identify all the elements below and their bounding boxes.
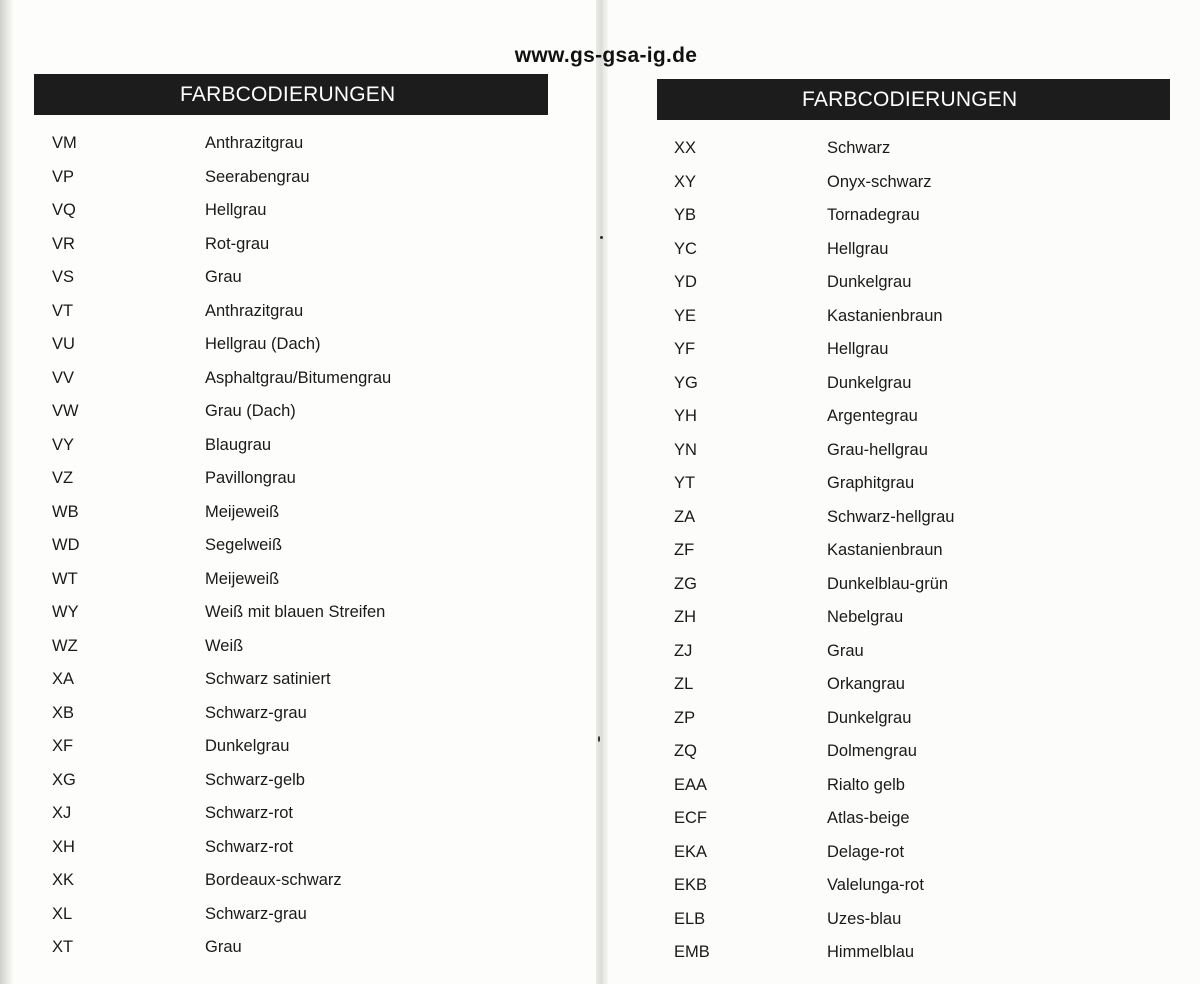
left-color-code-list bbox=[52, 127, 572, 965]
color-name: Grau bbox=[205, 938, 242, 956]
color-name: Dunkelgrau bbox=[827, 708, 912, 727]
color-code-row bbox=[52, 697, 572, 731]
color-code: XX bbox=[674, 139, 697, 157]
color-code-row bbox=[52, 663, 572, 697]
color-code: VZ bbox=[52, 469, 74, 487]
color-code: ELB bbox=[674, 909, 706, 928]
color-code: ZH bbox=[674, 608, 696, 626]
color-name: Grau bbox=[205, 268, 242, 286]
color-name: Hellgrau (Dach) bbox=[205, 335, 321, 353]
color-name: Kastanienbraun bbox=[827, 306, 943, 325]
color-code: YN bbox=[674, 440, 697, 459]
color-code: YH bbox=[674, 407, 697, 425]
color-name: Uzes-blau bbox=[827, 909, 902, 928]
color-code-row bbox=[52, 563, 572, 597]
color-name: Schwarz-rot bbox=[205, 837, 294, 856]
color-code: ZG bbox=[674, 574, 697, 593]
color-code-row bbox=[674, 300, 1174, 334]
right-color-code-list bbox=[674, 132, 1174, 970]
color-name: Grau bbox=[827, 641, 864, 660]
color-code-row bbox=[674, 333, 1174, 367]
color-code: ZA bbox=[674, 507, 696, 526]
color-code: XY bbox=[674, 172, 697, 191]
left-section-title: FARBCODIERUNGEN bbox=[180, 83, 396, 106]
color-code: VW bbox=[52, 402, 79, 420]
color-name: Grau (Dach) bbox=[205, 402, 296, 420]
color-code-row bbox=[52, 127, 572, 161]
color-code-row bbox=[52, 161, 572, 195]
color-code-row bbox=[674, 668, 1174, 702]
color-code: ZJ bbox=[674, 641, 693, 660]
color-name: Dunkelblau-grün bbox=[827, 574, 949, 593]
color-code-row bbox=[52, 228, 572, 262]
color-code-row bbox=[52, 261, 572, 295]
color-name: Meijeweiß bbox=[205, 502, 280, 521]
color-name: Atlas-beige bbox=[827, 809, 910, 827]
color-name: Schwarz satiniert bbox=[205, 670, 331, 688]
color-code-row bbox=[52, 831, 572, 865]
color-code-row bbox=[674, 601, 1174, 635]
color-code-row bbox=[674, 367, 1174, 401]
color-name: Rialto gelb bbox=[827, 775, 905, 794]
color-code: XF bbox=[52, 737, 74, 755]
color-code-row bbox=[52, 898, 572, 932]
color-name: Dunkelgrau bbox=[827, 373, 912, 392]
color-name: Schwarz-grau bbox=[205, 904, 307, 923]
color-code: WZ bbox=[52, 636, 78, 655]
color-code: VS bbox=[52, 268, 75, 286]
color-code: YT bbox=[674, 474, 696, 492]
color-code: ZF bbox=[674, 541, 695, 559]
color-code-row bbox=[52, 630, 572, 664]
color-name: Schwarz-gelb bbox=[205, 770, 305, 789]
color-code-row bbox=[52, 462, 572, 496]
color-name: Pavillongrau bbox=[205, 469, 296, 487]
color-name: Weiß mit blauen Streifen bbox=[205, 603, 386, 621]
color-code-row bbox=[52, 194, 572, 228]
color-code: VY bbox=[52, 435, 75, 454]
color-name: Schwarz-grau bbox=[205, 703, 307, 722]
color-name: Kastanienbraun bbox=[827, 541, 943, 559]
color-name: Onyx-schwarz bbox=[827, 172, 932, 191]
color-code: YG bbox=[674, 373, 698, 392]
page-edge-shadow bbox=[0, 0, 14, 984]
color-name: Graphitgrau bbox=[827, 474, 915, 492]
color-code: VV bbox=[52, 368, 75, 387]
left-section-header bbox=[34, 74, 548, 115]
color-code: WT bbox=[52, 569, 78, 588]
color-name: Rot-grau bbox=[205, 234, 270, 253]
color-name: Hellgrau bbox=[205, 201, 267, 219]
color-code-row bbox=[674, 400, 1174, 434]
color-name: Schwarz-rot bbox=[205, 804, 294, 822]
color-code-row bbox=[674, 802, 1174, 836]
color-code-row bbox=[52, 596, 572, 630]
color-code: YD bbox=[674, 273, 697, 291]
color-name: Nebelgrau bbox=[827, 608, 904, 626]
color-code: VU bbox=[52, 335, 75, 353]
color-code: VR bbox=[52, 234, 75, 253]
color-name: Asphaltgrau/Bitumengrau bbox=[205, 368, 392, 387]
page-fold bbox=[596, 0, 608, 984]
color-code: XA bbox=[52, 670, 75, 688]
color-code-row bbox=[674, 635, 1174, 669]
color-code: YC bbox=[674, 239, 697, 258]
color-name: Valelunga-rot bbox=[827, 876, 924, 894]
color-code: YE bbox=[674, 306, 697, 325]
color-code-row bbox=[674, 836, 1174, 870]
color-name: Dunkelgrau bbox=[205, 737, 290, 755]
color-code-row bbox=[674, 735, 1174, 769]
color-code: VM bbox=[52, 134, 77, 152]
color-name: Anthrazitgrau bbox=[205, 301, 304, 320]
color-code: WD bbox=[52, 536, 80, 554]
color-name: Dunkelgrau bbox=[827, 273, 912, 291]
color-code-row bbox=[674, 166, 1174, 200]
color-code: WB bbox=[52, 502, 79, 521]
right-section-title: FARBCODIERUNGEN bbox=[802, 88, 1018, 111]
color-code-row bbox=[52, 362, 572, 396]
color-code-row bbox=[674, 903, 1174, 937]
color-code-row bbox=[674, 434, 1174, 468]
color-code: VT bbox=[52, 301, 74, 320]
color-code-row bbox=[52, 764, 572, 798]
color-code: EMB bbox=[674, 943, 710, 961]
color-code-row bbox=[674, 132, 1174, 166]
color-code: VP bbox=[52, 167, 75, 186]
color-code-row bbox=[52, 295, 572, 329]
site-url: www.gs-gsa-ig.de bbox=[514, 44, 698, 67]
color-code: YB bbox=[674, 206, 697, 224]
color-code-row bbox=[52, 797, 572, 831]
color-code: ZQ bbox=[674, 742, 697, 760]
color-code-row bbox=[52, 931, 572, 965]
color-code-row bbox=[674, 199, 1174, 233]
color-name: Argentegrau bbox=[827, 407, 918, 425]
color-name: Delage-rot bbox=[827, 842, 905, 861]
color-name: Hellgrau bbox=[827, 340, 889, 358]
color-name: Meijeweiß bbox=[205, 569, 280, 588]
color-code: XL bbox=[52, 904, 73, 923]
color-code-row bbox=[674, 266, 1174, 300]
color-code: XJ bbox=[52, 804, 72, 822]
color-code: ECF bbox=[674, 809, 707, 827]
color-code-row bbox=[674, 501, 1174, 535]
color-code-row bbox=[674, 702, 1174, 736]
color-code-row bbox=[674, 467, 1174, 501]
color-name: Bordeaux-schwarz bbox=[205, 871, 342, 889]
color-code: XH bbox=[52, 837, 75, 856]
color-name: Anthrazitgrau bbox=[205, 134, 304, 152]
color-code: VQ bbox=[52, 201, 76, 219]
color-name: Dolmengrau bbox=[827, 742, 917, 760]
color-name: Grau-hellgrau bbox=[827, 440, 928, 459]
color-code-row bbox=[52, 496, 572, 530]
color-code: WY bbox=[52, 603, 79, 621]
color-name: Seerabengrau bbox=[205, 167, 310, 186]
color-code-row bbox=[52, 529, 572, 563]
color-name: Blaugrau bbox=[205, 435, 272, 454]
color-code-row bbox=[52, 395, 572, 429]
color-code: YF bbox=[674, 340, 696, 358]
color-name: Himmelblau bbox=[827, 943, 915, 961]
color-name: Tornadegrau bbox=[827, 206, 920, 224]
color-name: Schwarz-hellgrau bbox=[827, 507, 955, 526]
color-name: Schwarz bbox=[827, 139, 891, 157]
right-section-header bbox=[657, 79, 1170, 120]
color-name: Weiß bbox=[205, 636, 244, 655]
color-name: Segelweiß bbox=[205, 536, 283, 554]
color-code: ZP bbox=[674, 708, 696, 727]
color-code-row bbox=[52, 864, 572, 898]
scan-speck bbox=[600, 236, 603, 239]
color-code-row bbox=[52, 429, 572, 463]
color-code-row bbox=[674, 534, 1174, 568]
color-code-row bbox=[674, 233, 1174, 267]
color-code: EKB bbox=[674, 876, 708, 894]
color-code: XK bbox=[52, 871, 75, 889]
color-name: Orkangrau bbox=[827, 675, 905, 693]
color-code: XT bbox=[52, 938, 74, 956]
color-code: EAA bbox=[674, 775, 708, 794]
color-code: XB bbox=[52, 703, 75, 722]
color-code: EKA bbox=[674, 842, 708, 861]
color-code-row bbox=[52, 730, 572, 764]
color-code-row bbox=[674, 769, 1174, 803]
scan-speck bbox=[598, 736, 600, 742]
color-code: ZL bbox=[674, 675, 694, 693]
color-code-row bbox=[674, 869, 1174, 903]
color-code-row bbox=[52, 328, 572, 362]
color-code-row bbox=[674, 568, 1174, 602]
color-code: XG bbox=[52, 770, 76, 789]
color-name: Hellgrau bbox=[827, 239, 889, 258]
color-code-row bbox=[674, 936, 1174, 970]
